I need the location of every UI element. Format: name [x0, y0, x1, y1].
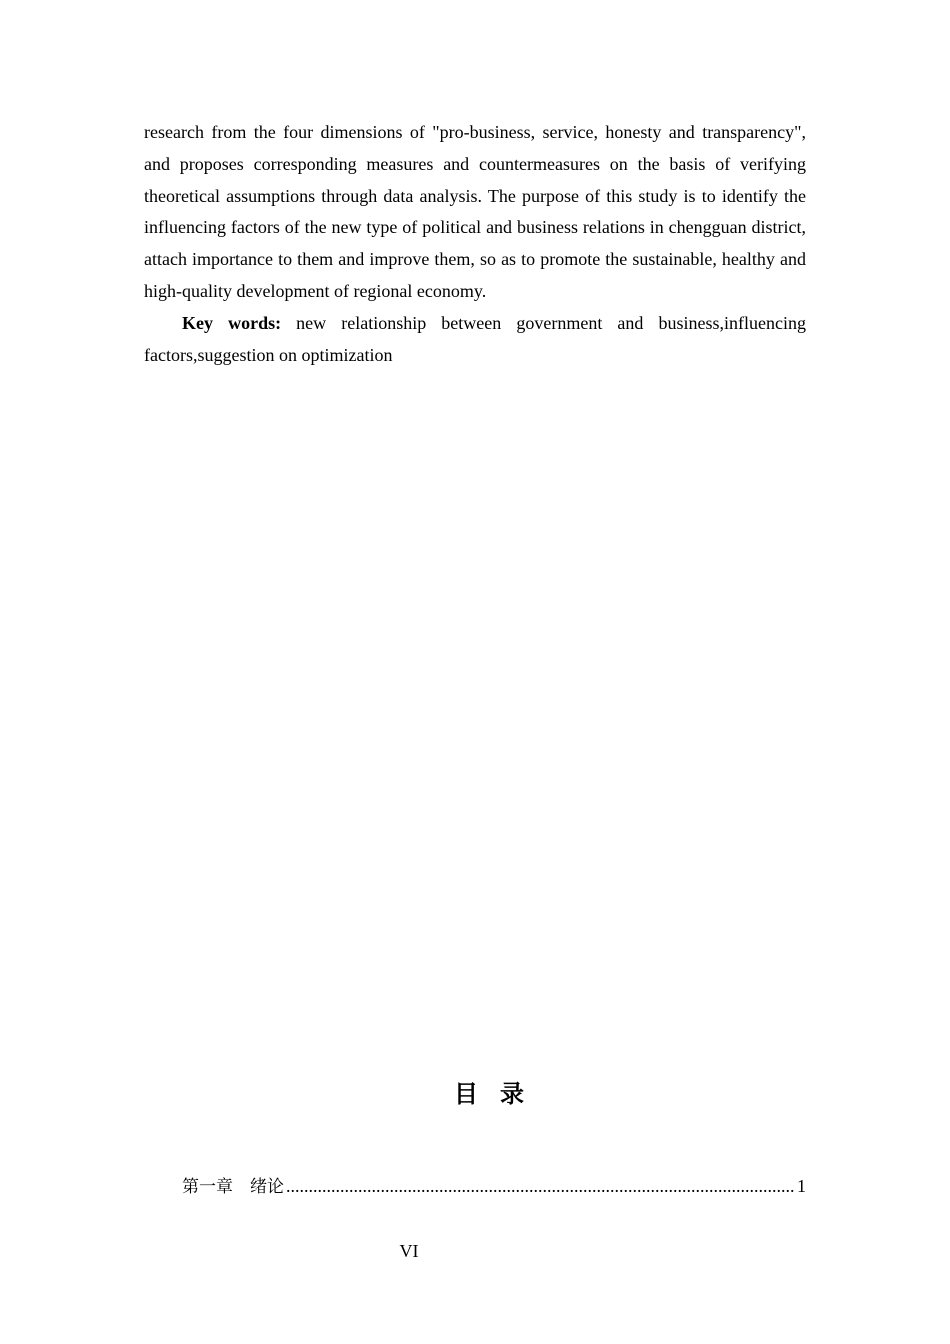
keywords-paragraph	[144, 308, 806, 372]
toc-entry-page: 1	[797, 1176, 806, 1196]
toc-entry-label: 第一章 绪论	[182, 1177, 284, 1197]
keywords-label: Key words:	[182, 313, 282, 333]
page-number: VI	[399, 1241, 419, 1261]
toc-leader-dots	[286, 1172, 795, 1200]
keywords-text: new relationship between government and business,influencing factors,suggestion on optimization	[144, 313, 806, 365]
toc-entry[interactable]	[182, 1172, 806, 1201]
toc-title: 目录	[454, 1080, 546, 1108]
abstract-paragraph: research from the four dimensions of "pro-business, service, honesty and transparency", and proposes corresponding measures and countermeasures on the basis of verifying theoretical assumptions through data analysis. The purpose of this study is to identify the influencing factors of the new type of political and business relations in chengguan district, attach importance to them and improve them, so as to promote the sustainable, healthy and high-quality development of regional economy.	[144, 122, 806, 301]
